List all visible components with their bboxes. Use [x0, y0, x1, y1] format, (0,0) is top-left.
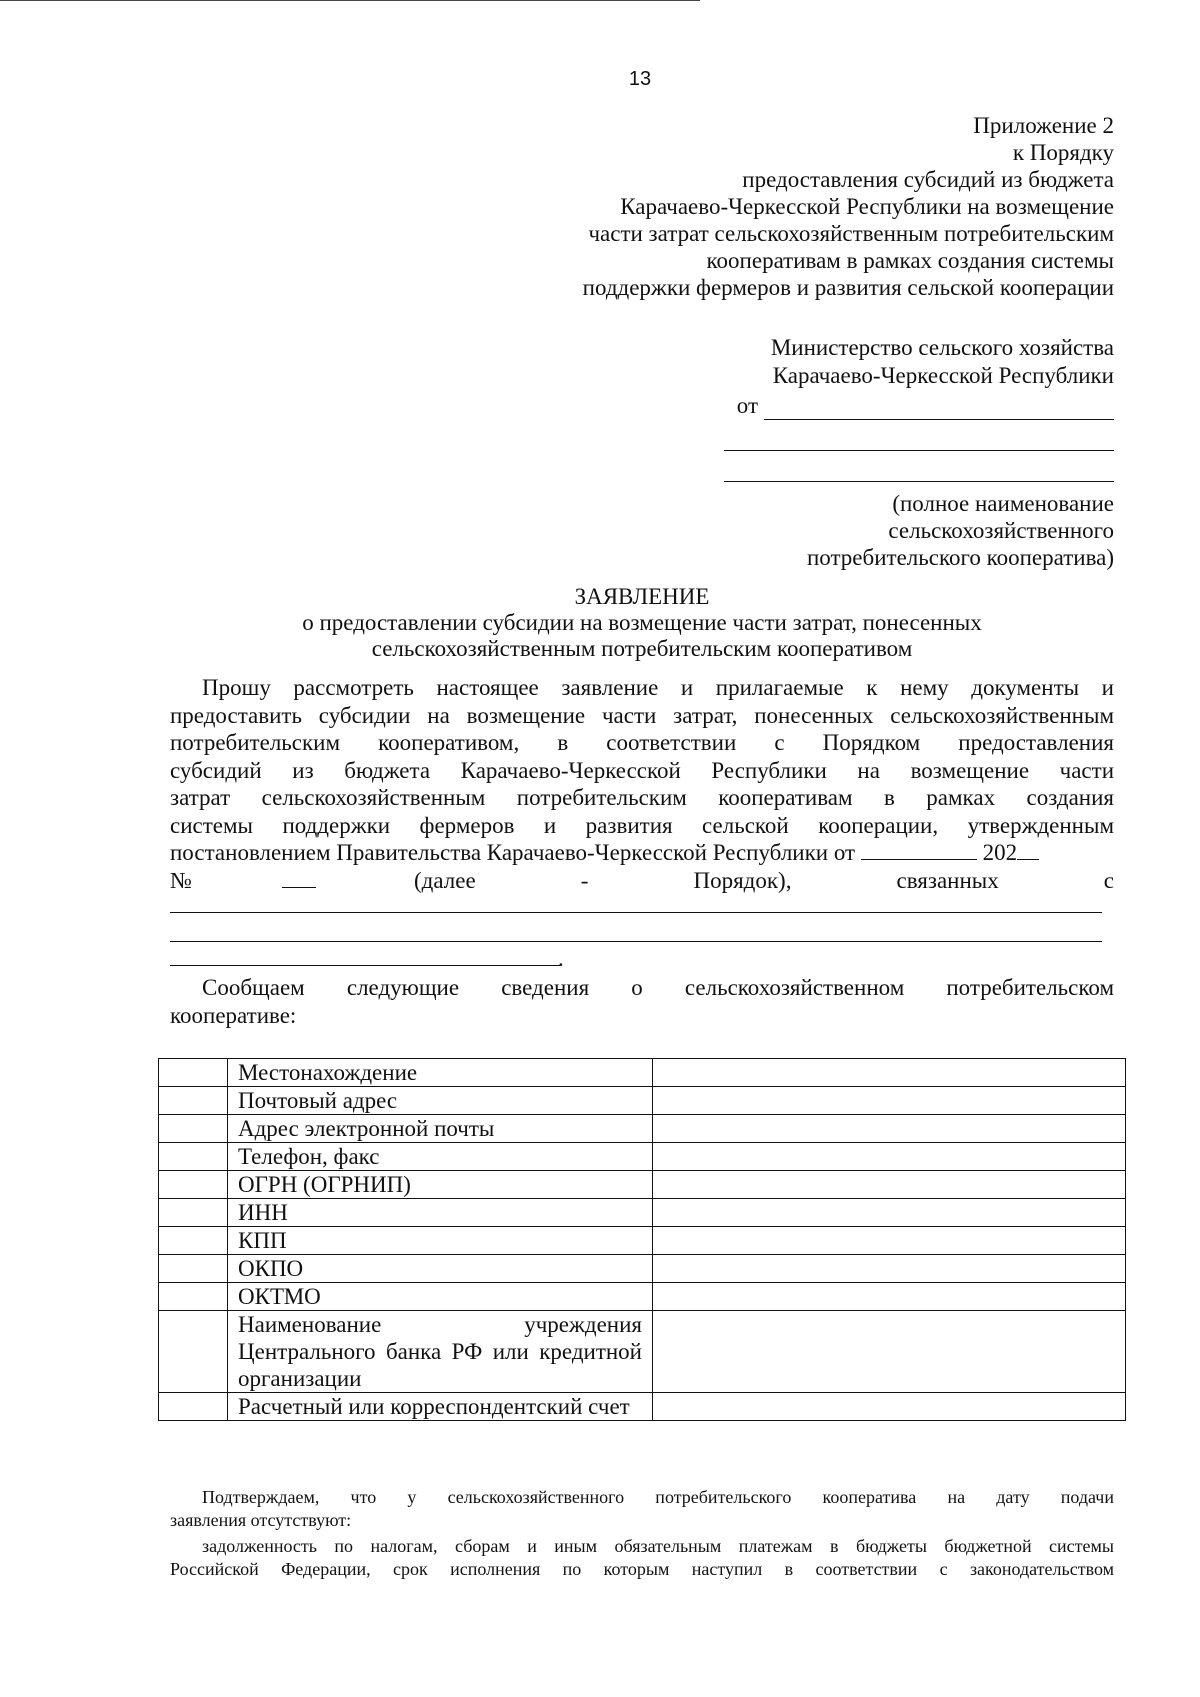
request-further-text: (далее - Порядок), связанных с — [414, 867, 1114, 893]
info-intro-line: кооперативе: — [170, 1002, 297, 1028]
request-line: предоставить субсидии на возмещение части затрат, понесенных сельскохозяйственным — [170, 702, 1114, 728]
row-label: Почтовый адрес — [228, 1087, 653, 1115]
table-row — [159, 1115, 1126, 1143]
request-line: потребительским кооперативом, в соответствии с Порядком предоставления — [170, 730, 1114, 755]
year-prefix: 202 — [982, 840, 1018, 865]
row-number-cell — [159, 1393, 228, 1421]
row-number-cell — [159, 1115, 228, 1143]
row-label: Расчетный или корреспондентский счет — [228, 1393, 653, 1421]
row-label: КПП — [228, 1227, 653, 1255]
row-value-cell[interactable] — [653, 1171, 1126, 1199]
row-number-cell — [159, 1199, 228, 1227]
hint-line: (полное наименование — [892, 491, 1114, 516]
row-number-cell — [159, 1255, 228, 1283]
purpose-end-dot: . — [558, 946, 564, 971]
row-label: Телефон, факс — [228, 1143, 653, 1171]
confirmation-line: Российской Федерации, срок исполнения по которым наступил в соответствии с законодательством — [170, 1559, 1114, 1579]
document-title — [170, 584, 1114, 662]
ministry-name: Министерство сельского хозяйства — [770, 335, 1114, 360]
from-row — [714, 390, 1114, 420]
info-intro-line: Сообщаем следующие сведения о сельскохозяйственном потребительском — [202, 975, 1114, 1000]
request-line-number — [170, 867, 1114, 895]
confirmation-line: заявления отсутствуют: — [170, 1510, 352, 1530]
ministry-republic: Карачаево-Черкесской Республики — [772, 363, 1114, 388]
row-number-cell — [159, 1143, 228, 1171]
row-label: ИНН — [228, 1199, 653, 1227]
row-number-cell — [159, 1311, 228, 1393]
row-number-cell — [159, 1171, 228, 1199]
number-fill[interactable] — [282, 869, 316, 888]
row-value-cell[interactable] — [653, 1199, 1126, 1227]
purpose-fill-line-2[interactable] — [170, 941, 1102, 942]
applicant-hint — [714, 490, 1114, 571]
request-line: затрат сельскохозяйственным потребительским кооперативам в рамках создания — [170, 785, 1114, 810]
table-row — [159, 1171, 1126, 1199]
from-fill-line[interactable] — [764, 397, 1114, 420]
hint-line: потребительского кооператива) — [806, 545, 1114, 570]
table-row — [159, 1227, 1126, 1255]
row-value-cell[interactable] — [653, 1087, 1126, 1115]
hint-line: сельскохозяйственного — [888, 518, 1114, 543]
appendix-header — [583, 112, 1114, 301]
confirmation-line: задолженность по налогам, сборам и иным обязательным платежам в бюджеты бюджетной системы — [202, 1536, 1114, 1556]
table-row — [159, 1199, 1126, 1227]
table-row — [159, 1059, 1126, 1087]
confirmation-text — [170, 1486, 1114, 1581]
appendix-line: поддержки фермеров и развития сельской кооперации — [582, 275, 1114, 300]
applicant-fill-line-3[interactable] — [724, 451, 1114, 482]
table-row — [159, 1393, 1126, 1421]
row-number-cell — [159, 1227, 228, 1255]
year-fill[interactable] — [1017, 841, 1039, 860]
purpose-fill-line-1[interactable] — [170, 912, 1102, 913]
row-value-cell[interactable] — [653, 1311, 1126, 1393]
applicant-fill-line-2[interactable] — [724, 420, 1114, 451]
table-row — [159, 1283, 1126, 1311]
row-label: ОГРН (ОГРНИП) — [228, 1171, 653, 1199]
row-label: ОКТМО — [228, 1283, 653, 1311]
confirmation-line: Подтверждаем, что у сельскохозяйственного потребительского кооператива на дату подачи — [202, 1487, 1114, 1507]
request-resolution-text: постановлением Правительства Карачаево-Черкесской Республики от — [170, 840, 856, 865]
row-number-cell — [159, 1087, 228, 1115]
cooperative-info-table — [158, 1058, 1126, 1421]
page-number: 13 — [628, 68, 652, 90]
appendix-line: к Порядку — [1012, 140, 1114, 165]
request-line: Прошу рассмотреть настоящее заявление и прилагаемые к нему документы и — [202, 675, 1114, 700]
appendix-line: Карачаево-Черкесской Республики на возмещение — [620, 194, 1114, 219]
appendix-line: кооперативам в рамках создания системы — [706, 248, 1114, 273]
row-label: Наименование учреждения Центрального банка РФ или кредитной организации — [228, 1311, 653, 1393]
row-value-cell[interactable] — [653, 1283, 1126, 1311]
row-value-cell[interactable] — [653, 1227, 1126, 1255]
request-line: субсидий из бюджета Карачаево-Черкесской Республики на возмещение части — [170, 757, 1114, 783]
title-heading: ЗАЯВЛЕНИЕ — [574, 584, 710, 609]
table-row — [159, 1255, 1126, 1283]
request-line: системы поддержки фермеров и развития сельской кооперации, утвержденным — [170, 812, 1114, 838]
purpose-fill-line-3[interactable] — [170, 965, 560, 966]
addressee-block — [714, 334, 1114, 571]
request-line-date — [170, 839, 1114, 867]
appendix-line: части затрат сельскохозяйственным потребительским — [588, 221, 1114, 246]
title-subtitle-1: о предоставлении субсидии на возмещение части затрат, понесенных — [302, 610, 982, 635]
row-value-cell[interactable] — [653, 1393, 1126, 1421]
appendix-line: предоставления субсидий из бюджета — [742, 167, 1114, 192]
table-row — [159, 1143, 1126, 1171]
appendix-line: Приложение 2 — [973, 113, 1114, 138]
row-value-cell[interactable] — [653, 1255, 1126, 1283]
from-label: от — [736, 393, 758, 418]
table-row — [159, 1087, 1126, 1115]
row-value-cell[interactable] — [653, 1115, 1126, 1143]
number-sign: № — [170, 867, 192, 893]
row-number-cell — [159, 1059, 228, 1087]
row-value-cell[interactable] — [653, 1143, 1126, 1171]
row-label: Местонахождение — [228, 1059, 653, 1087]
info-intro — [170, 974, 1114, 1029]
row-number-cell — [159, 1283, 228, 1311]
top-border-line — [0, 0, 700, 1]
request-paragraph — [170, 674, 1114, 894]
row-label: Адрес электронной почты — [228, 1115, 653, 1143]
date-fill[interactable] — [861, 841, 977, 860]
row-value-cell[interactable] — [653, 1059, 1126, 1087]
row-label: ОКПО — [228, 1255, 653, 1283]
table-row — [159, 1311, 1126, 1393]
title-subtitle-2: сельскохозяйственным потребительским кооперативом — [371, 636, 913, 661]
